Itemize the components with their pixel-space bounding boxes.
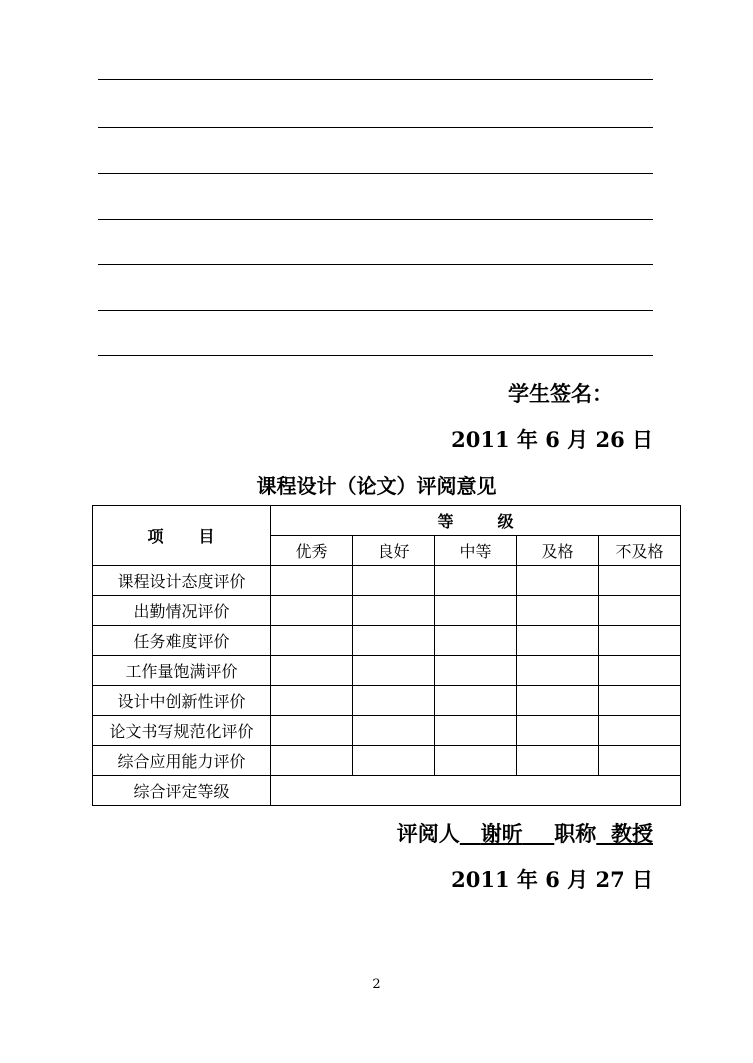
table-row bbox=[93, 746, 681, 776]
grade-cell[interactable] bbox=[435, 746, 517, 776]
grade-header bbox=[271, 506, 681, 536]
writing-line bbox=[98, 310, 653, 311]
grade-cell[interactable] bbox=[271, 716, 353, 746]
reviewer-title-label: 职称 bbox=[554, 821, 597, 846]
row-label: 综合应用能力评价 bbox=[93, 746, 271, 776]
table-row bbox=[93, 626, 681, 656]
reviewer-title: 教授 bbox=[611, 821, 653, 846]
item-header: 项 目 bbox=[93, 506, 271, 566]
row-label: 出勤情况评价 bbox=[93, 596, 271, 626]
table-row bbox=[93, 686, 681, 716]
grade-cell[interactable] bbox=[517, 656, 599, 686]
evaluation-table bbox=[92, 505, 681, 806]
grade-cell[interactable] bbox=[353, 596, 435, 626]
reviewer-title-field bbox=[596, 821, 653, 846]
writing-line bbox=[98, 79, 653, 80]
grade-cell[interactable] bbox=[599, 626, 681, 656]
row-label: 课程设计态度评价 bbox=[93, 566, 271, 596]
grade-cell[interactable] bbox=[435, 596, 517, 626]
grade-excellent: 优秀 bbox=[271, 536, 353, 566]
grade-cell[interactable] bbox=[271, 746, 353, 776]
review-date: 2011 年 6 月 27 日 bbox=[451, 867, 653, 892]
grade-cell[interactable] bbox=[353, 746, 435, 776]
grade-cell[interactable] bbox=[517, 746, 599, 776]
table-row-final bbox=[93, 776, 681, 806]
grade-pass: 及格 bbox=[517, 536, 599, 566]
reviewer-name: 谢昕 bbox=[480, 821, 523, 846]
grade-cell[interactable] bbox=[599, 746, 681, 776]
writing-line bbox=[98, 127, 653, 128]
grade-header-1: 等 bbox=[437, 512, 454, 531]
writing-line bbox=[98, 173, 653, 174]
grade-cell[interactable] bbox=[271, 596, 353, 626]
row-label: 论文书写规范化评价 bbox=[93, 716, 271, 746]
grade-medium: 中等 bbox=[435, 536, 517, 566]
grade-cell[interactable] bbox=[353, 656, 435, 686]
writing-line bbox=[98, 264, 653, 265]
grade-cell[interactable] bbox=[271, 626, 353, 656]
grade-cell[interactable] bbox=[599, 656, 681, 686]
grade-cell[interactable] bbox=[435, 626, 517, 656]
row-label: 设计中创新性评价 bbox=[93, 686, 271, 716]
grade-cell[interactable] bbox=[435, 656, 517, 686]
grade-cell[interactable] bbox=[517, 686, 599, 716]
grade-cell[interactable] bbox=[517, 716, 599, 746]
student-date: 2011 年 6 月 26 日 bbox=[451, 427, 653, 452]
grade-cell[interactable] bbox=[599, 566, 681, 596]
grade-cell[interactable] bbox=[517, 566, 599, 596]
grade-cell[interactable] bbox=[599, 716, 681, 746]
page-number: 2 bbox=[372, 977, 381, 992]
row-label: 任务难度评价 bbox=[93, 626, 271, 656]
grade-good: 良好 bbox=[353, 536, 435, 566]
reviewer-label: 评阅人 bbox=[396, 821, 460, 846]
grade-cell[interactable] bbox=[271, 656, 353, 686]
grade-cell[interactable] bbox=[271, 566, 353, 596]
grade-cell[interactable] bbox=[435, 566, 517, 596]
grade-cell[interactable] bbox=[599, 596, 681, 626]
writing-line bbox=[98, 355, 653, 356]
reviewer-line bbox=[397, 818, 653, 848]
grade-cell[interactable] bbox=[599, 686, 681, 716]
table-row bbox=[93, 566, 681, 596]
table-row bbox=[93, 656, 681, 686]
table-row bbox=[93, 716, 681, 746]
row-label: 工作量饱满评价 bbox=[93, 656, 271, 686]
grade-cell[interactable] bbox=[435, 716, 517, 746]
grade-cell[interactable] bbox=[435, 686, 517, 716]
grade-cell[interactable] bbox=[353, 626, 435, 656]
grade-fail: 不及格 bbox=[599, 536, 681, 566]
grade-cell[interactable] bbox=[353, 716, 435, 746]
grade-header-2: 级 bbox=[497, 512, 514, 531]
grade-cell[interactable] bbox=[353, 566, 435, 596]
table-row bbox=[93, 596, 681, 626]
grade-cell[interactable] bbox=[353, 686, 435, 716]
review-title: 课程设计（论文）评阅意见 bbox=[256, 474, 497, 498]
final-grade-cell[interactable] bbox=[271, 776, 681, 806]
reviewer-name-field bbox=[460, 821, 555, 846]
grade-cell[interactable] bbox=[517, 626, 599, 656]
final-row-label: 综合评定等级 bbox=[93, 776, 271, 806]
writing-line bbox=[98, 219, 653, 220]
student-signature-label: 学生签名： bbox=[508, 381, 613, 406]
grade-cell[interactable] bbox=[271, 686, 353, 716]
grade-cell[interactable] bbox=[517, 596, 599, 626]
